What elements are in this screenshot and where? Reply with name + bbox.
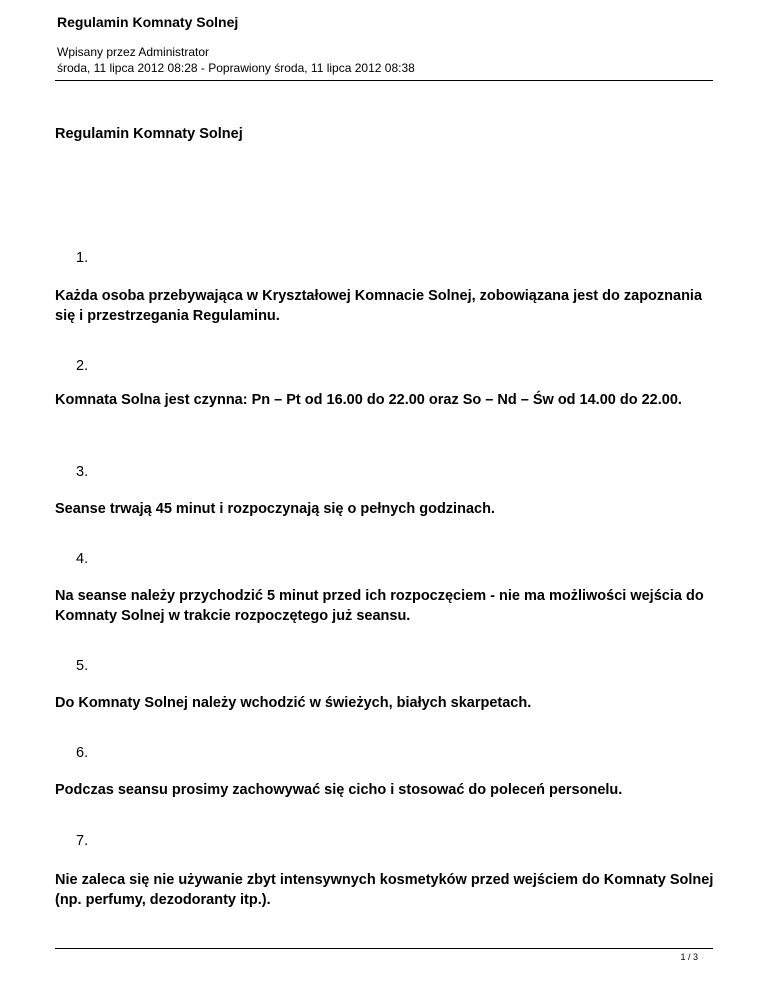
page-number: 1 / 3: [680, 952, 698, 962]
item-text: Każda osoba przebywająca w Kryształowej Komnacie Solnej, zobowiązana jest do zapoznania się i przestrzegania Regulaminu.: [55, 288, 703, 324]
footer-divider: [55, 948, 713, 949]
item-number: 7.: [76, 833, 89, 849]
author-line: Wpisany przez Administrator: [57, 45, 210, 59]
item-text: Nie zaleca się nie używanie zbyt intensywnych kosmetyków przed wejściem do Komnaty Solnej (np. perfumy, dezodoranty itp.).: [55, 872, 714, 908]
item-number: 3.: [76, 464, 89, 480]
header-divider: [55, 80, 713, 81]
item-number: 1.: [76, 250, 89, 266]
item-number: 6.: [76, 745, 89, 761]
article-title: Regulamin Komnaty Solnej: [55, 126, 243, 142]
header-title: Regulamin Komnaty Solnej: [57, 14, 239, 30]
item-number: 2.: [76, 358, 89, 374]
item-text: Seanse trwają 45 minut i rozpoczynają się o pełnych godzinach.: [55, 501, 495, 517]
dates-line: środa, 11 lipca 2012 08:28 - Poprawiony środa, 11 lipca 2012 08:38: [57, 61, 415, 75]
item-number: 4.: [76, 551, 89, 567]
header-meta: [57, 44, 415, 76]
item-text: Do Komnaty Solnej należy wchodzić w świeżych, białych skarpetach.: [55, 695, 532, 711]
item-text: Podczas seansu prosimy zachowywać się cicho i stosować do poleceń personelu.: [55, 782, 623, 798]
item-text: Na seanse należy przychodzić 5 minut przed ich rozpoczęciem - nie ma możliwości wejścia do Komnaty Solnej w trakcie rozpoczętego już seansu.: [55, 588, 704, 624]
item-text: Komnata Solna jest czynna: Pn – Pt od 16.00 do 22.00 oraz So – Nd – Św od 14.00 do 22.00.: [55, 392, 682, 408]
item-number: 5.: [76, 658, 89, 674]
